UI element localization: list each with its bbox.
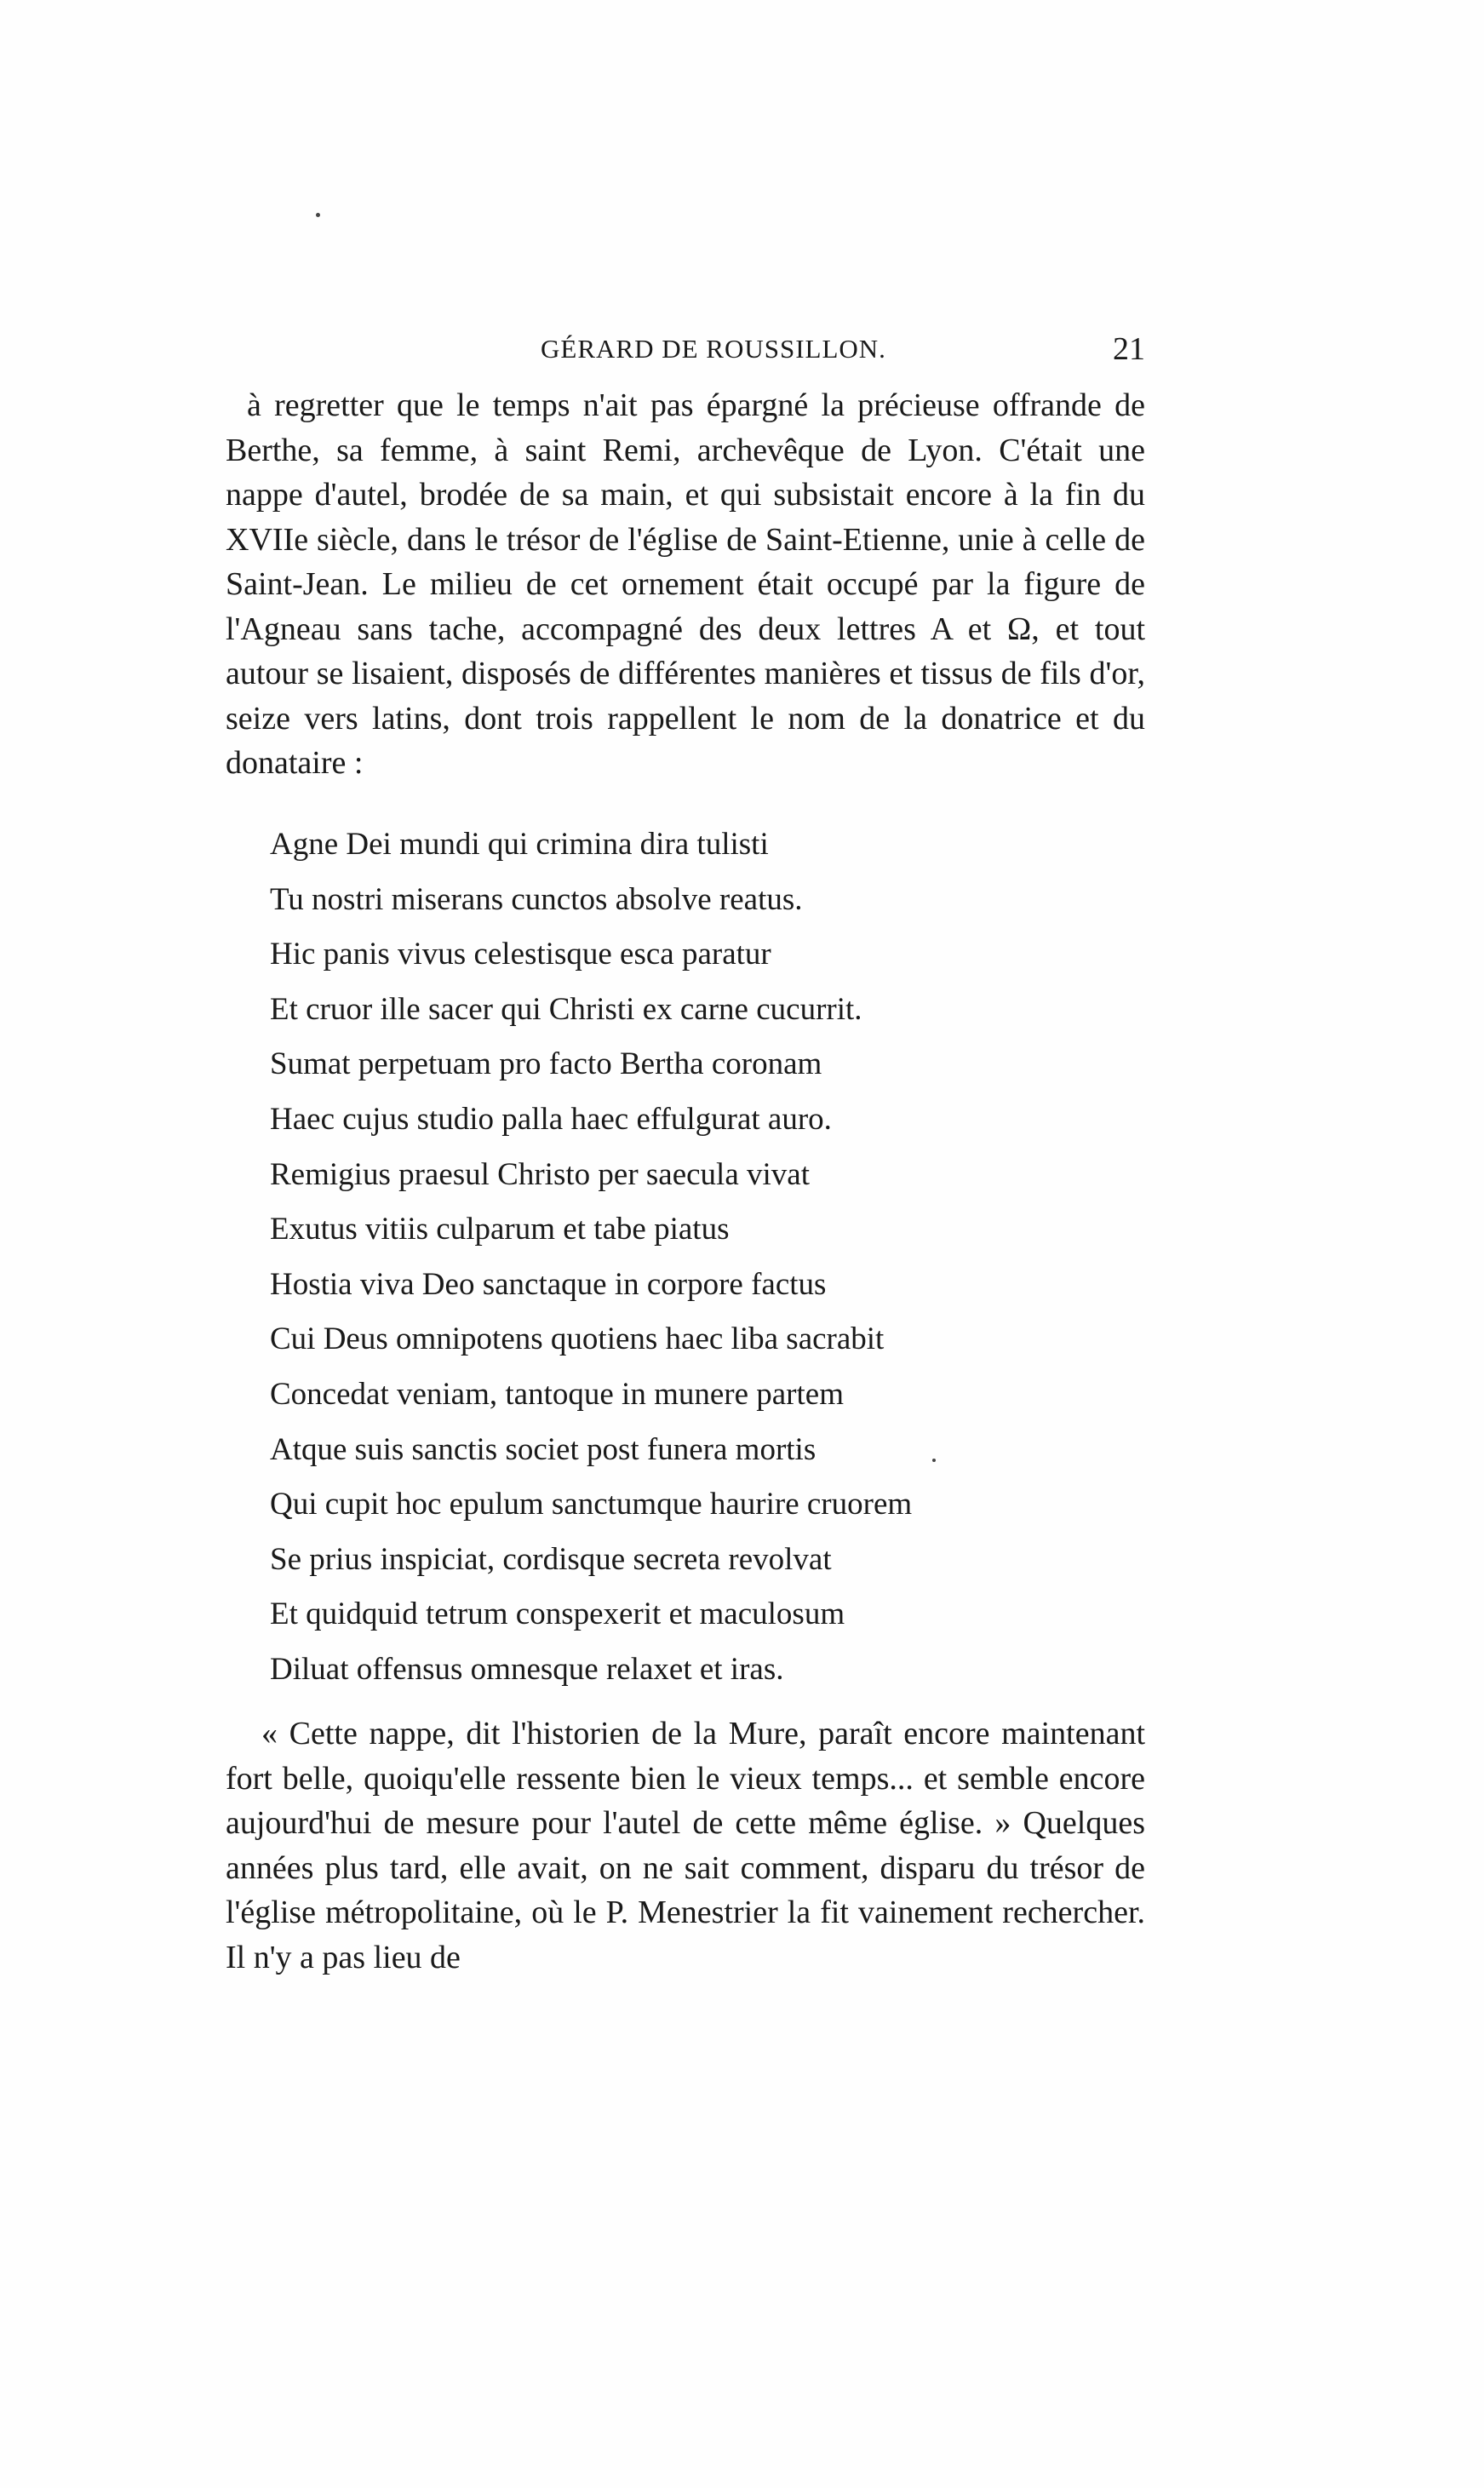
verse-line: Concedat veniam, tantoque in munere partem — [270, 1376, 844, 1412]
page-header — [226, 331, 1145, 373]
verse-line: Haec cujus studio palla haec effulgurat auro. — [270, 1101, 832, 1137]
verse-line: Hic panis vivus celestisque esca paratur — [270, 937, 771, 972]
running-title: GÉRARD DE ROUSSILLON. — [541, 334, 886, 364]
verse-line: Exutus vitiis culparum et tabe piatus — [270, 1212, 730, 1247]
verse-line: Atque suis sanctis societ post funera mortis — [270, 1431, 816, 1467]
verse-line: Remigius praesul Christo per saecula vivat — [270, 1156, 810, 1192]
verse-line: Tu nostri miserans cunctos absolve reatus. — [270, 881, 803, 917]
verse-line: Et quidquid tetrum conspexerit et maculosum — [270, 1597, 845, 1632]
paragraph-quote — [226, 1711, 1145, 1980]
verse-line: Sumat perpetuam pro facto Bertha coronam — [270, 1046, 822, 1082]
verse-line: Diluat offensus omnesque relaxet et iras. — [270, 1651, 784, 1687]
paragraph-text: « Cette nappe, dit l'historien de la Mure, paraît encore maintenant fort belle, quoiqu'elle ressente bien le vieux temps... et semble encore aujourd'hui de mesure pour l'autel de cette même église. » Quelques années plus tard, elle avait, on ne sait comment, disparu du trésor de l'église métropolitaine, où le P. Menestrier la fit vainement rechercher. Il n'y a pas lieu de — [226, 1716, 1145, 1975]
page-number: 21 — [1113, 331, 1145, 367]
paragraph-intro — [226, 383, 1145, 786]
paragraph-text: à regretter que le temps n'ait pas épargné la précieuse offrande de Berthe, sa femme, à saint Remi, archevêque de Lyon. C'était une nappe d'autel, brodée de sa main, et qui subsistait encore à la fin du XVIIe siècle, dans le trésor de l'église de Saint-Etienne, unie à celle de Saint-Jean. Le milieu de cet ornement était occupé par la figure de l'Agneau sans tache, accompagné des deux lettres A et Ω, et tout autour se lisaient, disposés de différentes manières et tissus de fils d'or, seize vers latins, dont trois rappellent le nom de la donatrice et du donataire : — [226, 387, 1145, 781]
verse-line: Cui Deus omnipotens quotiens haec liba sacrabit — [270, 1321, 885, 1357]
latin-verse — [270, 817, 1087, 1698]
verse-line: Se prius inspiciat, cordisque secreta revolvat — [270, 1541, 832, 1577]
verse-line: Qui cupit hoc epulum sanctumque haurire cruorem — [270, 1487, 913, 1522]
ink-speck — [316, 213, 320, 217]
verse-line: Agne Dei mundi qui crimina dira tulisti — [270, 827, 769, 862]
verse-line: Hostia viva Deo sanctaque in corpore factus — [270, 1266, 827, 1302]
verse-line: Et cruor ille sacer qui Christi ex carne cucurrit. — [270, 991, 862, 1027]
